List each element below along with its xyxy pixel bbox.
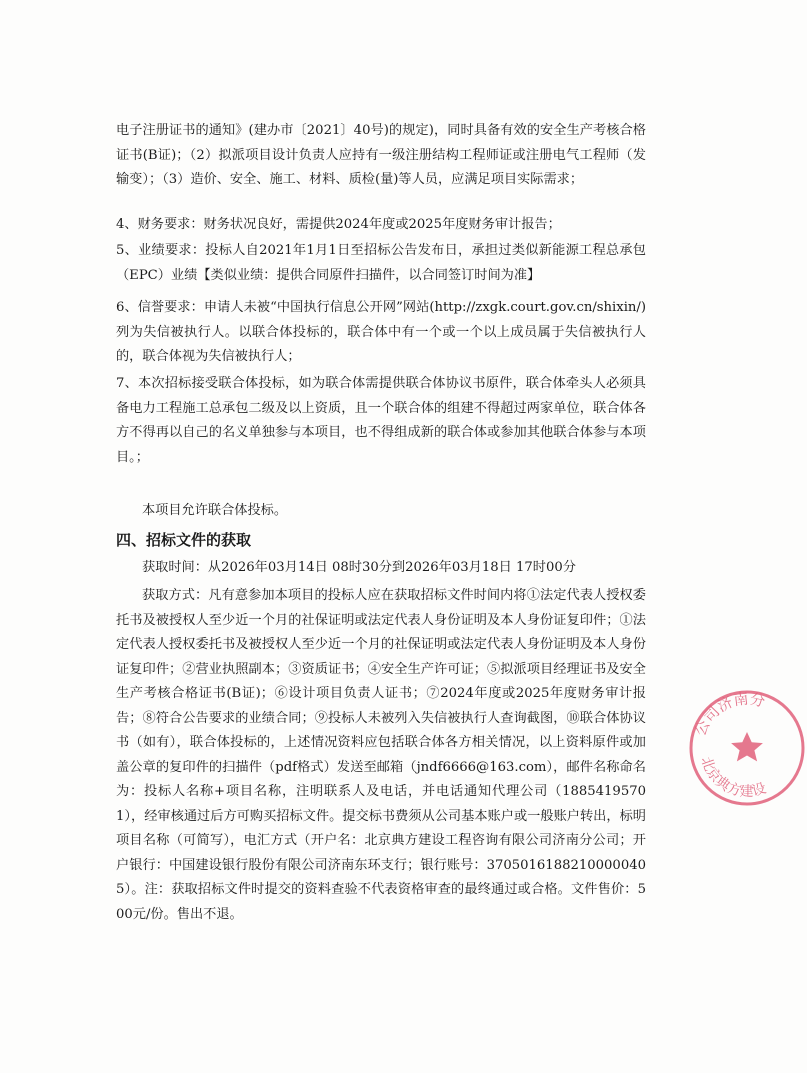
seal-text-top: 公司济南分 (691, 689, 767, 739)
paragraph-financial-requirements: 4、财务要求：财务状况良好，需提供2024年度或2025年度财务审计报告； (116, 217, 561, 232)
svg-text:公司济南分 (691, 690, 767, 739)
paragraph-consortium-allowed: 本项目允许联合体投标。 (142, 503, 288, 518)
paragraph-consortium-rules: 7、本次招标接受联合体投标，如为联合体需提供联合体协议书原件，联合体牵头人必须具备电力工程施工总承包二级及以上资质，且一个联合体的组建不得超过两家单位，联合体各方不得再以自己的名义单独参与本项目，也不得组成新的联合体或参加其他联合体参与本项目。； (116, 376, 646, 465)
paragraph-performance-requirements: 5、业绩要求：投标人自2021年1月1日至招标公告发布日，承担过类似新能源工程总承包（EPC）业绩【类似业绩：提供合同原件扫描件，以合同签订时间为准】 (116, 243, 646, 283)
svg-text:北京典方建设 (698, 755, 769, 800)
paragraph-acquisition-method: 获取方式：凡有意参加本项目的投标人应在获取招标文件时间内将①法定代表人授权委托书及被授权人至少近一个月的社保证明或法定代表人身份证明及本人身份证复印件；①法定代表人授权委托书及被授权人至少近一个月的社保证明或法定代表人身份证明及本人身份证复印件；②营业执照副本；③资质证书；④安全生产许可证；⑤拟派项目经理证书及安全生产考核合格证书(B证)；⑥设计项目负责人证书；⑦2024年度或2025年度财务审计报告；⑧符合公告要求的业绩合同；⑨投标人未被列入失信被执行人查询截图，⑩联合体协议书（如有），联合体投标的，上述情况资料应包括联合体各方相关情况，以上资料原件或加盖公章的复印件的扫描件（pdf格式）发送至邮箱（jndf6666@163.com），邮件名称命名为：投标人名称+项目名称，注明联系人及电话，并电话通知代理公司（18854195701），经审核通过后方可购买招标文件。提交标书费须从公司基本账户或一般账户转出，标明项目名称（可简写），电汇方式（开户名：北京典方建设工程咨询有限公司济南分公司；开户银行：中国建设银行股份有限公司济南东环支行；银行账号：37050161882100000405）。注：获取招标文件时提交的资料查验不代表资格审查的最终通过或合格。文件售价：500元/份。售出不退。 (116, 588, 646, 922)
seal-text-bottom: 北京典方建设 (697, 754, 769, 801)
seal-star-icon (731, 732, 763, 761)
paragraph-acquisition-time: 获取时间：从2026年03月14日 08时30分到2026年03月18日 17时00分 (142, 560, 576, 575)
paragraph-credit-requirements: 6、信誉要求：申请人未被“中国执行信息公开网”网站(http://zxgk.court.gov.cn/shixin/)列为失信被执行人。以联合体投标的，联合体中有一个或一个以上成员属于失信被执行人的，联合体视为失信被执行人； (116, 300, 646, 364)
paragraph-certificate-requirements: 电子注册证书的通知》(建办市〔2021〕40号)的规定)，同时具备有效的安全生产考核合格证书(B证)；（2）拟派项目设计负责人应持有一级注册结构工程师证或注册电气工程师（发输变）；（3）造价、安全、施工、材料、质检(量)等人员，应满足项目实际需求； (116, 123, 646, 187)
section-heading-document-acquisition: 四、招标文件的获取 (116, 531, 252, 549)
company-seal (687, 688, 807, 808)
